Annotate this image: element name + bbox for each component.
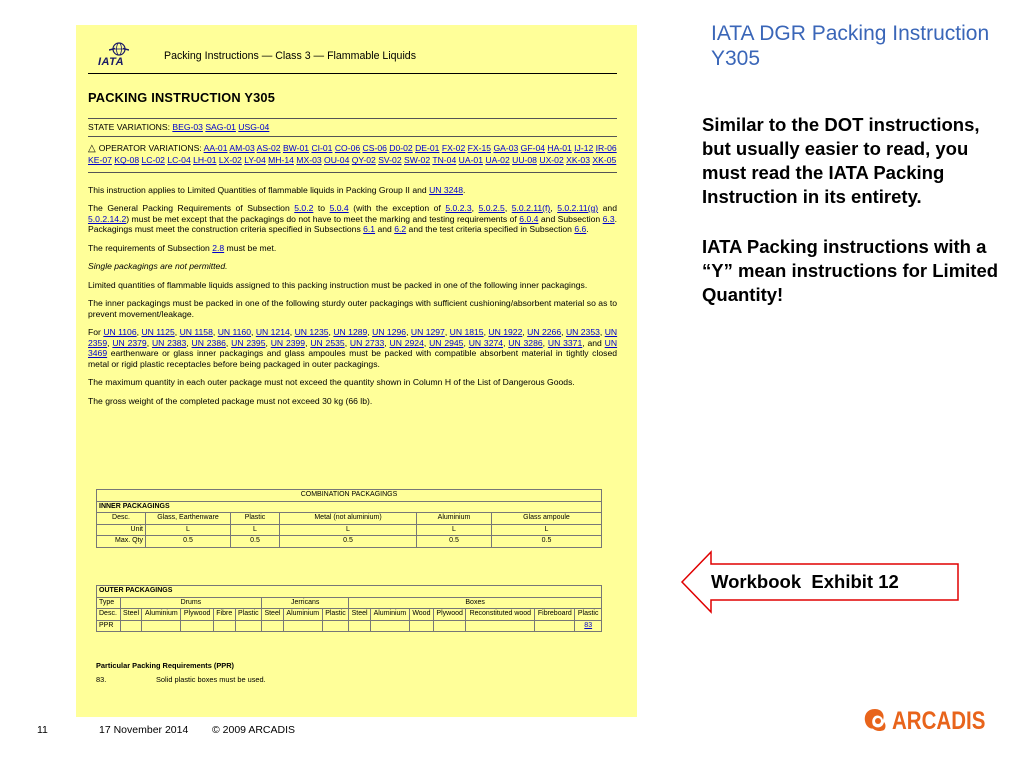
operator-variations-label: OPERATOR VARIATIONS:	[98, 143, 202, 154]
link-un-3286[interactable]: UN 3286	[508, 337, 543, 348]
operator-variation-link-fx-15[interactable]: FX-15	[467, 143, 492, 154]
iata-logo	[94, 42, 144, 70]
operator-variation-link-lx-02[interactable]: LX-02	[218, 155, 242, 166]
link-un-3371[interactable]: UN 3371	[547, 337, 583, 348]
outer-ppr-cell	[142, 620, 181, 632]
state-variation-link-sag-01[interactable]: SAG-01	[205, 121, 236, 132]
link-ppr-83[interactable]: 83	[584, 621, 593, 629]
link-un-2379[interactable]: UN 2379	[112, 337, 147, 348]
operator-variation-link-ke-07[interactable]: KE-07	[88, 155, 112, 166]
operator-variation-link-ha-01[interactable]: HA-01	[547, 143, 572, 154]
outer-desc-cell: Plywood	[433, 609, 466, 621]
operator-variation-link-sw-02[interactable]: SW-02	[404, 155, 431, 166]
paragraph-applicability: This instruction applies to Limited Quantities of flammable liquids in Packing Group II and UN 3248.	[88, 184, 466, 195]
combination-packagings-table	[96, 489, 602, 548]
packing-instruction-title: PACKING INSTRUCTION Y305	[88, 90, 276, 105]
slide-paragraph-1: Similar to the DOT instructions, but usually easier to read, you must read the IATA Packing Instruction in its entirety.	[702, 114, 980, 208]
paragraph-general-requirements: The General Packing Requirements of Subsection 5.0.2 to 5.0.4 (with the exception of 5.0.2.3, 5.0.2.5, 5.0.2.11(f), 5.0.2.11(g) and 5.0.2.14.2) must be met except that the packagings do not have to meet the marking and testing requirements of 6.0.4 and Subsection 6.3. Packagings must meet the construction criteria specified in Subsections 6.1 and 6.2 and the test criteria specified in Subsection 6.6.	[88, 203, 617, 235]
inner-packagings-label: INNER PACKAGINGS	[97, 501, 602, 513]
link-un-2353[interactable]: UN 2353	[565, 327, 600, 338]
document-header	[88, 39, 617, 74]
operator-variation-link-uu-08[interactable]: UU-08	[512, 155, 537, 166]
link-6-6[interactable]: 6.6	[574, 224, 587, 235]
link-un-2733[interactable]: UN 2733	[349, 337, 385, 348]
link-un-1106[interactable]: UN 1106	[103, 327, 137, 338]
outer-desc-cell: Steel	[120, 609, 142, 621]
outer-desc-cell: Aluminium	[283, 609, 322, 621]
operator-variation-link-kq-08[interactable]: KQ-08	[114, 155, 140, 166]
operator-variations	[88, 137, 617, 172]
operator-variation-link-am-03[interactable]: AM-03	[229, 143, 255, 154]
inner-header-row: Desc. Glass, Earthenware Plastic Metal (not aluminium) Aluminium Glass ampoule	[97, 513, 602, 525]
operator-variation-link-tn-04[interactable]: TN-04	[432, 155, 457, 166]
operator-variation-link-co-06[interactable]: CO-06	[334, 143, 361, 154]
inner-unit-row: Unit L L L L L	[97, 524, 602, 536]
link-5-0-2-3[interactable]: 5.0.2.3	[445, 203, 472, 214]
slide-body	[702, 113, 1002, 333]
outer-desc-cell: Plastic	[322, 609, 349, 621]
slide-paragraph-2: IATA Packing instructions with a “Y” mean instructions for Limited Quantity!	[702, 236, 999, 306]
paragraph-single-packagings: Single packagings are not permitted.	[88, 261, 228, 272]
footer-date: 17 November 2014	[99, 724, 189, 736]
operator-variation-link-qy-02[interactable]: QY-02	[351, 155, 376, 166]
outer-ppr-cell	[409, 620, 433, 632]
operator-variation-link-as-02[interactable]: AS-02	[256, 143, 281, 154]
outer-packagings-table	[96, 585, 602, 632]
link-un-1297[interactable]: UN 1297	[410, 327, 445, 338]
page-number: 11	[37, 724, 48, 736]
operator-variation-link-ij-12[interactable]: IJ-12	[574, 143, 594, 154]
outer-ppr-cell	[213, 620, 235, 632]
ppr-code: 83.	[96, 675, 107, 685]
link-un-1158[interactable]: UN 1158	[179, 327, 213, 338]
operator-variation-link-lc-04[interactable]: LC-04	[167, 155, 191, 166]
outer-desc-cell: Aluminium	[142, 609, 181, 621]
operator-variation-link-xk-05[interactable]: XK-05	[592, 155, 617, 166]
operator-variation-link-ou-04[interactable]: OU-04	[324, 155, 350, 166]
operator-variation-link-bw-01[interactable]: BW-01	[282, 143, 310, 154]
paragraph-outer-packagings: The inner packagings must be packed in one of the following sturdy outer packagings with sufficient cushioning/absorbent material so as to prevent movement/leakage.	[88, 298, 617, 319]
link-un-1289[interactable]: UN 1289	[333, 327, 368, 338]
link-un-2399[interactable]: UN 2399	[270, 337, 306, 348]
operator-variation-link-ua-02[interactable]: UA-02	[485, 155, 510, 166]
operator-variation-link-de-01[interactable]: DE-01	[415, 143, 440, 154]
outer-ppr-cell	[181, 620, 214, 632]
paragraph-inner-packagings: Limited quantities of flammable liquids assigned to this packing instruction must be packed in one of the following inner packagings.	[88, 279, 588, 290]
outer-desc-cell: Reconstituted wood	[466, 609, 535, 621]
operator-variation-link-lc-02[interactable]: LC-02	[141, 155, 165, 166]
combination-title: COMBINATION PACKAGINGS	[97, 490, 602, 502]
outer-ppr-cell	[535, 620, 575, 632]
outer-ppr-cell	[120, 620, 142, 632]
outer-desc-cell: Fibre	[213, 609, 235, 621]
outer-ppr-cell	[433, 620, 466, 632]
link-un-2383[interactable]: UN 2383	[151, 337, 187, 348]
state-variations	[88, 119, 617, 136]
link-6-3[interactable]: 6.3	[602, 213, 615, 224]
link-un3248[interactable]: UN 3248	[429, 184, 463, 195]
link-6-2[interactable]: 6.2	[394, 224, 407, 235]
arcadis-symbol-icon	[862, 706, 888, 736]
outer-desc-cell: Plastic	[235, 609, 262, 621]
document-header-title: Packing Instructions — Class 3 — Flammable Liquids	[164, 49, 416, 62]
outer-desc-cell: Plastic	[575, 609, 602, 621]
link-un-2535[interactable]: UN 2535	[310, 337, 345, 348]
operator-variation-link-sv-02[interactable]: SV-02	[378, 155, 402, 166]
operator-variation-link-aa-01[interactable]: AA-01	[203, 143, 228, 154]
outer-ppr-cell	[466, 620, 535, 632]
operator-variation-link-ga-03[interactable]: GA-03	[493, 143, 519, 154]
paragraph-max-quantity: The maximum quantity in each outer package must not exceed the quantity shown in Column H of the List of Dangerous Goods.	[88, 377, 575, 388]
state-variation-link-beg-03[interactable]: BEG-03	[172, 121, 203, 132]
link-un-2359[interactable]: UN 2359	[88, 327, 618, 348]
outer-desc-row: Desc. Steel Aluminium Plywood Fibre Plastic Steel Aluminium Plastic Steel Aluminium Wood Plywood Reconstituted wood Fibreboard Plastic	[97, 609, 602, 621]
link-2-8[interactable]: 2.8	[212, 242, 225, 253]
link-5-0-2-11g[interactable]: 5.0.2.11(g)	[557, 203, 599, 214]
particular-packing-requirements	[96, 661, 602, 684]
outer-packagings-label: OUTER PACKAGINGS	[97, 586, 602, 598]
workbook-exhibit-label: Workbook Exhibit 12	[711, 571, 899, 592]
link-un-1815[interactable]: UN 1815	[449, 327, 484, 338]
ppr-title: Particular Packing Requirements (PPR)	[96, 661, 235, 670]
link-5-0-2-5[interactable]: 5.0.2.5	[478, 203, 505, 214]
outer-ppr-cell	[235, 620, 262, 632]
link-un-1214[interactable]: UN 1214	[255, 327, 290, 338]
arcadis-logo	[862, 706, 1006, 736]
outer-ppr-cell	[283, 620, 322, 632]
link-6-0-4[interactable]: 6.0.4	[519, 213, 539, 224]
operator-variation-link-ir-06[interactable]: IR-06	[595, 143, 617, 154]
link-un-3274[interactable]: UN 3274	[468, 337, 504, 348]
globe-icon	[109, 42, 129, 56]
link-un-1922[interactable]: UN 1922	[488, 327, 523, 338]
link-un-1235[interactable]: UN 1235	[294, 327, 329, 338]
link-5-0-2-14-2[interactable]: 5.0.2.14.2	[88, 213, 127, 224]
state-variation-link-usg-04[interactable]: USG-04	[238, 121, 270, 132]
outer-desc-cell: Steel	[262, 609, 284, 621]
operator-variation-link-ci-01[interactable]: CI-01	[311, 143, 333, 154]
operator-variation-link-fx-02[interactable]: FX-02	[441, 143, 466, 154]
state-variations-label: STATE VARIATIONS:	[88, 121, 170, 132]
operator-variation-link-d0-02[interactable]: D0-02	[389, 143, 413, 154]
outer-desc-cell: Fibreboard	[535, 609, 575, 621]
link-un-1125[interactable]: UN 1125	[141, 327, 175, 338]
paragraph-un-numbers: For UN 1106, UN 1125, UN 1158, UN 1160, UN 1214, UN 1235, UN 1289, UN 1296, UN 1297, UN 1815, UN 1922, UN 2266, UN 2353, UN 2359, UN 2379, UN 2383, UN 2386, UN 2395, UN 2399, UN 2535, UN 2733, UN 2924, UN 2945, UN 3274, UN 3286, UN 3371, and UN 3469 earthenware or glass inner packagings and glass ampoules must be packed with compatible absorbent material in tightly closed metal or rigid plastic receptacles before being packaged in outer packagings.	[88, 327, 618, 369]
link-un-1296[interactable]: UN 1296	[372, 327, 407, 338]
outer-desc-cell: Steel	[349, 609, 371, 621]
outer-ppr-cell	[370, 620, 409, 632]
outer-desc-cell: Plywood	[181, 609, 214, 621]
slide-title: IATA DGR Packing Instruction Y305	[711, 22, 990, 71]
outer-desc-cell: Aluminium	[370, 609, 409, 621]
ppr-text: Solid plastic boxes must be used.	[156, 675, 266, 685]
link-5-0-4[interactable]: 5.0.4	[329, 203, 349, 214]
warning-triangle-icon: △	[88, 143, 96, 155]
packing-instruction-document	[76, 25, 637, 717]
operator-variation-link-ly-04[interactable]: LY-04	[244, 155, 266, 166]
link-6-1[interactable]: 6.1	[363, 224, 376, 235]
footer-copyright: © 2009 ARCADIS	[212, 724, 296, 736]
outer-ppr-cell	[349, 620, 371, 632]
link-un-2945[interactable]: UN 2945	[429, 337, 464, 348]
operator-variation-link-mh-14[interactable]: MH-14	[268, 155, 294, 166]
operator-variation-link-lh-01[interactable]: LH-01	[193, 155, 217, 166]
link-un-2395[interactable]: UN 2395	[231, 337, 266, 348]
operator-variation-link-cs-06[interactable]: CS-06	[362, 143, 387, 154]
link-un-3469[interactable]: UN 3469	[88, 337, 618, 359]
link-5-0-2[interactable]: 5.0.2	[294, 203, 314, 214]
operator-variation-link-ux-02[interactable]: UX-02	[539, 155, 564, 166]
inner-qty-row: Max. Qty 0.5 0.5 0.5 0.5 0.5	[97, 536, 602, 548]
paragraph-subsection-2-8: The requirements of Subsection 2.8 must be met.	[88, 242, 277, 253]
outer-ppr-row: PPR 83	[97, 620, 602, 632]
link-5-0-2-11f[interactable]: 5.0.2.11(f)	[511, 203, 551, 214]
link-un-2266[interactable]: UN 2266	[527, 327, 562, 338]
outer-ppr-cell	[575, 620, 602, 632]
link-un-2924[interactable]: UN 2924	[389, 337, 424, 348]
paragraph-gross-weight: The gross weight of the completed package must not exceed 30 kg (66 lb).	[88, 395, 373, 406]
operator-variation-link-gf-04[interactable]: GF-04	[520, 143, 546, 154]
arcadis-brand-text: ARCADIS	[892, 706, 986, 735]
iata-logo-text: IATA	[98, 56, 125, 68]
operator-variation-link-mx-03[interactable]: MX-03	[296, 155, 322, 166]
link-un-2386[interactable]: UN 2386	[191, 337, 226, 348]
outer-ppr-cell	[322, 620, 349, 632]
outer-ppr-cell	[262, 620, 284, 632]
outer-type-row: Type Drums Jerricans Boxes	[97, 597, 602, 609]
operator-variation-link-xk-03[interactable]: XK-03	[566, 155, 590, 166]
operator-variation-link-ua-01[interactable]: UA-01	[458, 155, 483, 166]
link-un-1160[interactable]: UN 1160	[217, 327, 251, 338]
outer-desc-cell: Wood	[409, 609, 433, 621]
